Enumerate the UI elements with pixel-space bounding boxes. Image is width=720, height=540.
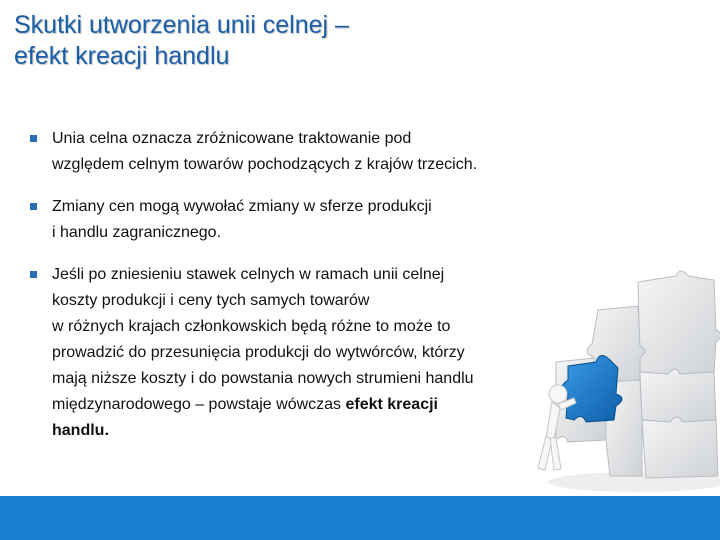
blue-puzzle-piece <box>562 355 622 422</box>
bullet-2-line-2: i handlu zagranicznego. <box>52 224 222 241</box>
bullet-3-line-6 <box>52 392 550 418</box>
title-line-1: Skutki utworzenia unii celnej – <box>14 11 349 39</box>
bullet-item-3 <box>30 262 550 444</box>
bullet-1-line-2: względem celnym towarów pochodzących z krajów trzecich. <box>52 156 478 173</box>
bullet-item-1 <box>30 126 550 178</box>
bullet-3-line-4: prowadzić do przesunięcia produkcji do wytwórców, którzy <box>52 344 465 361</box>
bullet-3-line-5: mają niższe koszty i do powstania nowych strumieni handlu <box>52 370 474 387</box>
slide-title <box>14 10 574 72</box>
bullet-item-2 <box>30 194 550 246</box>
bullet-3-line-2: koszty produkcji i ceny tych samych towarów <box>52 292 370 309</box>
bullet-1-line-1: Unia celna oznacza zróżnicowane traktowanie pod <box>52 130 412 147</box>
bullet-3-line-1: Jeśli po zniesieniu stawek celnych w ramach unii celnej <box>52 266 445 283</box>
bullet-square-icon <box>30 203 37 210</box>
bullet-2-line-1: Zmiany cen mogą wywołać zmiany w sferze produkcji <box>52 198 432 215</box>
emphasis-text-2: handlu. <box>52 422 109 439</box>
title-line-2: efekt kreacji handlu <box>14 42 230 70</box>
emphasis-text-1: efekt kreacji <box>345 396 438 413</box>
bullet-3-line-3: w różnych krajach członkowskich będą różne to może to <box>52 318 451 335</box>
bullet-square-icon <box>30 135 37 142</box>
bullet-list <box>30 126 550 460</box>
bullet-square-icon <box>30 271 37 278</box>
puzzle-figure-icon <box>488 270 720 500</box>
footer-bar <box>0 496 720 540</box>
bullet-3-line-6-text: międzynarodowego – powstaje wówczas <box>52 396 346 413</box>
